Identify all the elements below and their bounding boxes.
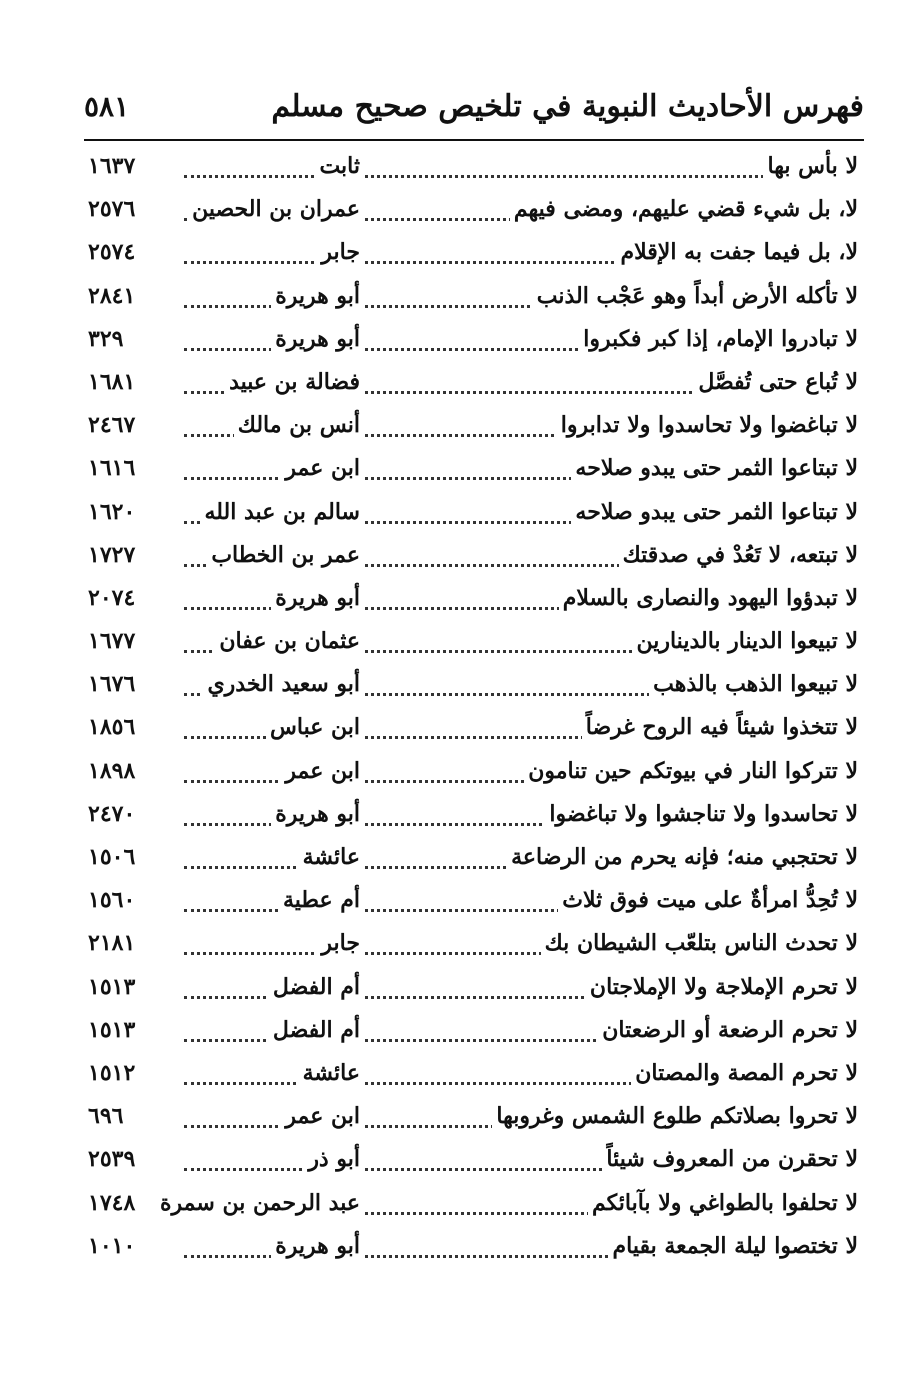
narrator-name: أبو ذر — [304, 1146, 362, 1172]
list-item — [84, 404, 864, 447]
list-item — [84, 534, 864, 577]
narrator-name: عمر بن الخطاب — [207, 542, 362, 568]
hadith-text: لا تحدث الناس بتلعّب الشيطان بك — [541, 930, 858, 956]
narrator-name: أبو سعيد الخدري — [203, 671, 362, 697]
hadith-text: لا تحلفوا بالطواغي ولا بآبائكم — [588, 1190, 858, 1216]
hadith-number: ١٥١٢ — [88, 1060, 139, 1086]
narrator-name: أبو هريرة — [271, 1233, 362, 1259]
hadith-text: لا بأس بها — [763, 153, 858, 179]
list-item — [84, 663, 864, 706]
hadith-number: ٢٥٧٦ — [88, 196, 139, 222]
hadith-text: لا تباغضوا ولا تحاسدوا ولا تدابروا — [557, 412, 858, 438]
page-header — [84, 78, 864, 134]
header-rule — [84, 139, 864, 141]
list-item — [84, 361, 864, 404]
list-item — [84, 1009, 864, 1052]
narrator-name: ابن عمر — [281, 455, 362, 481]
list-item — [84, 750, 864, 793]
hadith-number: ١٦٧٧ — [88, 628, 139, 654]
hadith-number: ٢٥٧٤ — [88, 239, 139, 265]
list-item — [84, 275, 864, 318]
list-item — [84, 447, 864, 490]
list-item — [84, 922, 864, 965]
hadith-number: ٢٤٦٧ — [88, 412, 139, 438]
list-item — [84, 706, 864, 749]
list-item — [84, 491, 864, 534]
list-item — [84, 1095, 864, 1138]
narrator-name: ابن عمر — [281, 1103, 362, 1129]
hadith-text: لا تحرم المصة والمصتان — [631, 1060, 858, 1086]
narrator-name: أنس بن مالك — [234, 412, 362, 438]
narrator-name: عائشة — [299, 1060, 362, 1086]
narrator-name: أبو هريرة — [271, 801, 362, 827]
hadith-text: لا تتخذوا شيئاً فيه الروح غرضاً — [582, 714, 858, 740]
hadith-text: لا، بل فيما جفت به الإقلام — [617, 239, 858, 265]
list-item — [84, 793, 864, 836]
hadith-text: لا تبتاعوا الثمر حتى يبدو صلاحه — [571, 499, 858, 525]
narrator-name: عمران بن الحصين — [188, 196, 362, 222]
list-item — [84, 318, 864, 361]
hadith-number: ٢٠٧٤ — [88, 585, 139, 611]
hadith-text: لا تحاسدوا ولا تناجشوا ولا تباغضوا — [545, 801, 858, 827]
narrator-name: ابن عباس — [266, 714, 362, 740]
hadith-number: ٢١٨١ — [88, 930, 139, 956]
hadith-text: لا تحرم الإملاجة ولا الإملاجتان — [586, 974, 858, 1000]
narrator-name: جابر — [317, 930, 362, 956]
hadith-number: ٣٢٩ — [88, 326, 127, 352]
page-number: ٥٨١ — [84, 89, 130, 123]
hadith-text: لا تبيعوا الدينار بالدينارين — [632, 628, 858, 654]
hadith-number: ١٠١٠ — [88, 1233, 139, 1259]
page-title: فهرس الأحاديث النبوية في تلخيص صحيح مسلم — [271, 88, 864, 124]
hadith-text: لا تحرم الرضعة أو الرضعتان — [598, 1017, 858, 1043]
list-item — [84, 1138, 864, 1181]
hadith-text: لا تبتاعوا الثمر حتى يبدو صلاحه — [571, 455, 858, 481]
hadith-number: ٢٥٣٩ — [88, 1146, 139, 1172]
narrator-name: ثابت — [315, 153, 362, 179]
hadith-number: ١٧٤٨ — [88, 1190, 139, 1216]
hadith-number: ١٦٣٧ — [88, 153, 139, 179]
list-item — [84, 879, 864, 922]
hadith-text: لا تأكله الأرض أبداً وهو عَجْب الذنب — [533, 283, 858, 309]
narrator-name: عبد الرحمن بن سمرة — [156, 1190, 362, 1216]
list-item — [84, 836, 864, 879]
hadith-text: لا تُباع حتى تُفصَّل — [694, 369, 858, 395]
hadith-number: ١٥٦٠ — [88, 887, 139, 913]
hadith-number: ١٦١٦ — [88, 455, 139, 481]
narrator-name: عائشة — [299, 844, 362, 870]
narrator-name: جابر — [317, 239, 362, 265]
hadith-text: لا تُحِدُّ امرأةٌ على ميت فوق ثلاث — [558, 887, 858, 913]
hadith-text: لا تبيعوا الذهب بالذهب — [649, 671, 858, 697]
hadith-text: لا تبتعه، لا تَعُدْ في صدقتك — [619, 542, 858, 568]
hadith-number: ١٨٥٦ — [88, 714, 139, 740]
list-item — [84, 966, 864, 1009]
hadith-number: ١٨٩٨ — [88, 758, 139, 784]
hadith-number: ١٥١٣ — [88, 974, 139, 1000]
list-item — [84, 577, 864, 620]
hadith-text: لا تحروا بصلاتكم طلوع الشمس وغروبها — [492, 1103, 858, 1129]
hadith-number: ١٦٧٦ — [88, 671, 139, 697]
hadith-number: ١٥٠٦ — [88, 844, 139, 870]
narrator-name: أبو هريرة — [271, 326, 362, 352]
dot-leader — [184, 175, 854, 178]
hadith-number: ٦٩٦ — [88, 1103, 127, 1129]
narrator-name: أم الفضل — [269, 974, 362, 1000]
hadith-number: ١٧٢٧ — [88, 542, 139, 568]
hadith-text: لا تتركوا النار في بيوتكم حين تنامون — [524, 758, 858, 784]
narrator-name: ابن عمر — [281, 758, 362, 784]
hadith-number: ١٥١٣ — [88, 1017, 139, 1043]
hadith-text: لا تبدؤوا اليهود والنصارى بالسلام — [559, 585, 858, 611]
hadith-text: لا تبادروا الإمام، إذا كبر فكبروا — [579, 326, 858, 352]
list-item — [84, 620, 864, 663]
narrator-name: أم عطية — [279, 887, 362, 913]
list-item — [84, 1052, 864, 1095]
list-item — [84, 231, 864, 274]
hadith-text: لا تحقرن من المعروف شيئاً — [602, 1146, 858, 1172]
list-item — [84, 1225, 864, 1268]
narrator-name: سالم بن عبد الله — [200, 499, 362, 525]
list-item — [84, 145, 864, 188]
hadith-number: ١٦٢٠ — [88, 499, 139, 525]
hadith-text: لا تحتجبي منه؛ فإنه يحرم من الرضاعة — [507, 844, 858, 870]
narrator-name: فضالة بن عبيد — [225, 369, 362, 395]
hadith-number: ٢٨٤١ — [88, 283, 139, 309]
hadith-index-list — [84, 145, 864, 1268]
list-item — [84, 1182, 864, 1225]
narrator-name: عثمان بن عفان — [215, 628, 362, 654]
hadith-text: لا، بل شيء قضي عليهم، ومضى فيهم — [510, 196, 858, 222]
hadith-number: ١٦٨١ — [88, 369, 139, 395]
narrator-name: أم الفضل — [269, 1017, 362, 1043]
hadith-text: لا تختصوا ليلة الجمعة بقيام — [609, 1233, 858, 1259]
list-item — [84, 188, 864, 231]
hadith-number: ٢٤٧٠ — [88, 801, 139, 827]
narrator-name: أبو هريرة — [271, 585, 362, 611]
narrator-name: أبو هريرة — [271, 283, 362, 309]
